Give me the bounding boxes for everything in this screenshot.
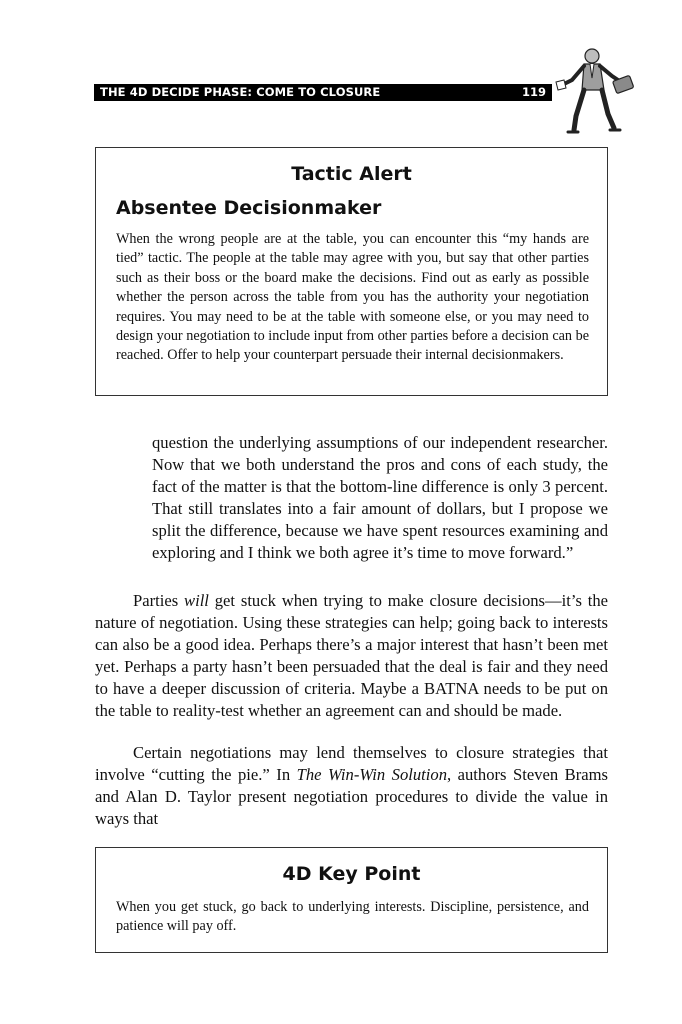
key-point-heading: 4D Key Point xyxy=(282,863,421,885)
businessman-with-briefcase-icon xyxy=(554,44,640,136)
key-point-text: When you get stuck, go back to underlying interests. Discipline, persistence, and patience will pay off. xyxy=(116,899,589,935)
tactic-alert-box xyxy=(95,147,608,396)
running-header xyxy=(94,84,552,101)
body-paragraph xyxy=(95,742,608,830)
body-text: get stuck when trying to make closure decisions—it’s the nature of negotiation. Using these strategies can help; going back to interests can also be a good idea. Perhaps there’s a major interest that hasn’t been met yet. Perhaps a party hasn’t been persuaded that the deal is fair and they need to have a deeper discussion of criteria. Maybe a BATNA needs to be put on the table to reality-test whether an agreement can and should be made. xyxy=(95,591,609,721)
chapter-title: THE 4D DECIDE PHASE: COME TO CLOSURE xyxy=(100,85,381,99)
page-number: 119 xyxy=(521,85,546,99)
key-point-box xyxy=(95,847,608,953)
body-paragraph xyxy=(95,590,608,723)
body-emphasis: will xyxy=(184,591,209,610)
quote-block: question the underlying assumptions of our independent researcher. Now that we both understand the pros and cons of each study, the fact of the matter is that the bottom-line difference is only 3 percent. That still translates into a fair amount of dollars, but I propose we split the difference, because we have spent resources examining and exploring and I think we both agree it’s time to move forward.” xyxy=(152,433,608,563)
body-text: Parties xyxy=(133,591,185,610)
tactic-alert-text: When the wrong people are at the table, you can encounter this “my hands are tied” tactic. The people at the table may agree with you, but say that other parties such as their boss or the board make the decisions. Find out as early as possible whether the person across the table from you has the authority your negotiation requires. You may need to be at the table with someone else, or you may need to design your negotiation to include input from other parties before a decision can be reached. Offer to help your counterpart persuade their internal decisionmakers. xyxy=(116,231,589,364)
tactic-alert-heading: Tactic Alert xyxy=(291,163,412,185)
body-text: , authors Steven Brams and Alan D. Taylor present negotiation procedures to divide the value in ways that xyxy=(95,765,608,829)
book-title: The Win-Win Solution xyxy=(296,765,447,785)
tactic-alert-subheading: Absentee Decisionmaker xyxy=(116,197,382,219)
body-text: Certain negotiations may lend themselves to closure strategies that involve “cutting the pie.” In xyxy=(95,743,608,785)
